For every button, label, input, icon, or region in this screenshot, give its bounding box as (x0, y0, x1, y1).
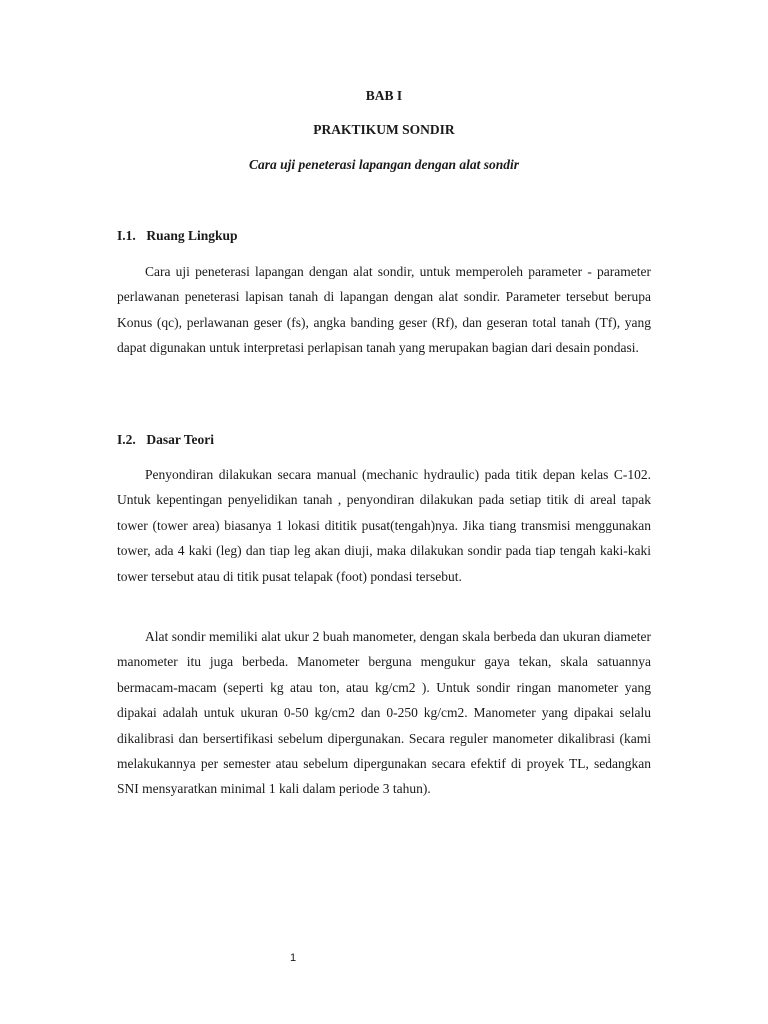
paragraph-dasar-teori-2: Alat sondir memiliki alat ukur 2 buah manometer, dengan skala berbeda dan ukuran diameter manometer itu juga berbeda. Manometer berguna mengukur gaya tekan, skala satuannya bermacam-macam (seperti kg atau ton, atau kg/cm2 ). Untuk sondir ringan manometer yang dipakai adalah untuk ukuran 0-50 kg/cm2 dan 0-250 kg/cm2. Manometer yang dipakai selalu dikalibrasi dan bersertifikasi sebelum dipergunakan. Secara reguler manometer dikalibrasi (kami melakukannya per semester atau sebelum dipergunakan secara efektif di proyek TL, sedangkan SNI mensyaratkan minimal 1 kali dalam periode 3 tahun). (117, 629, 651, 797)
page-number: 1 (289, 952, 297, 964)
section-heading-ruang-lingkup (117, 228, 238, 244)
chapter-label: BAB I (365, 88, 403, 103)
section-heading-dasar-teori (117, 432, 214, 448)
section-number: I.2. (117, 432, 136, 447)
paragraph-ruang-lingkup: Cara uji peneterasi lapangan dengan alat sondir, untuk memperoleh parameter - parameter perlawanan peneterasi lapisan tanah di lapangan dengan alat sondir. Parameter tersebut berupa Konus (qc), perlawanan geser (fs), angka banding geser (Rf), dan geseran total tanah (Tf), yang dapat digunakan untuk interpretasi perlapisan tanah yang merupakan bagian dari desain pondasi. (117, 264, 651, 356)
document-subtitle: Cara uji peneterasi lapangan dengan alat sondir (248, 157, 520, 172)
section-title: Ruang Lingkup (146, 228, 238, 243)
paragraph-dasar-teori-1: Penyondiran dilakukan secara manual (mechanic hydraulic) pada titik depan kelas C-102. Untuk kepentingan penyelidikan tanah , penyondiran dilakukan pada setiap titik di areal tapak tower (tower area) biasanya 1 lokasi dititik pusat(tengah)nya. Jika tiang transmisi menggunakan tower, ada 4 kaki (leg) dan tiap leg akan diuji, maka dilakukan sondir pada tiap tengah kaki-kaki tower tersebut atau di titik pusat telapak (foot) pondasi tersebut. (117, 467, 651, 584)
section-title: Dasar Teori (146, 432, 215, 447)
section-number: I.1. (117, 228, 136, 243)
document-title: PRAKTIKUM SONDIR (313, 122, 455, 137)
